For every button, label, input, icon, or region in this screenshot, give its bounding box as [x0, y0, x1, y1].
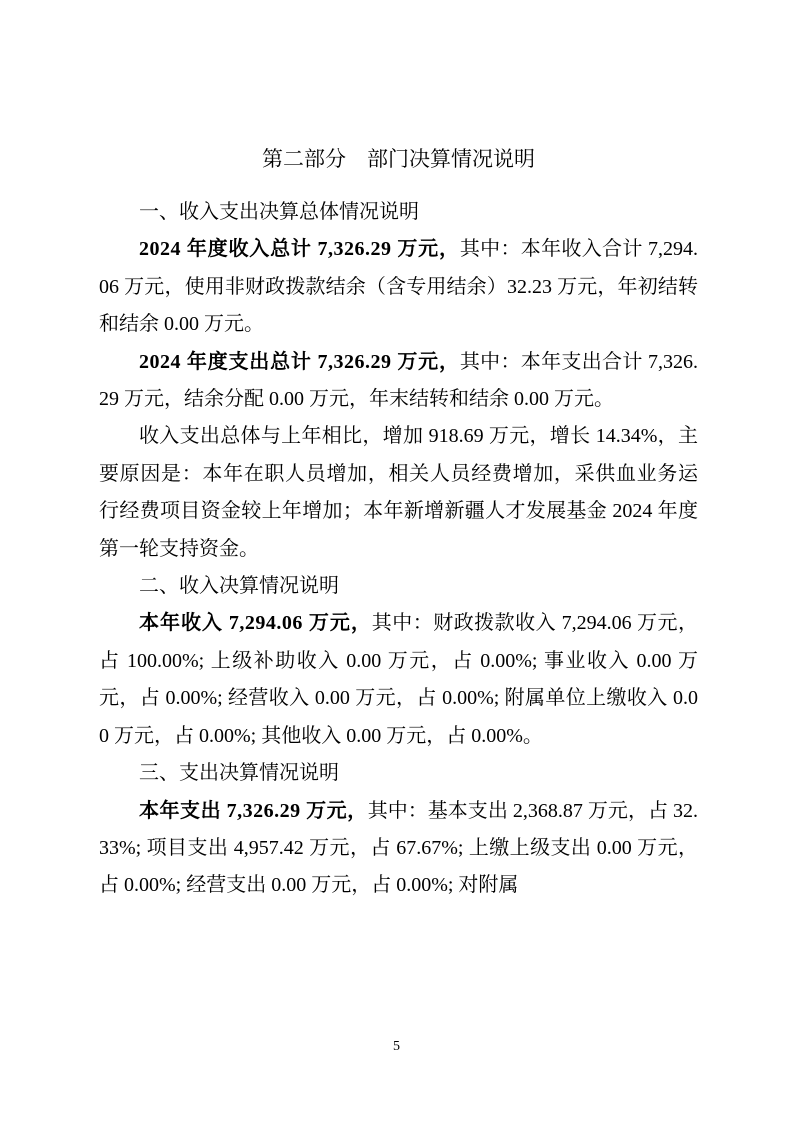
page-number: 5: [393, 1039, 400, 1054]
section-heading-1: 一、收入支出决算总体情况说明: [139, 201, 419, 223]
paragraph-income-total-rest: 其中：本年收入合计 7,294.06 万元，使用非财政拨款结余（含专用结余）32.23 万元，年初结转和结余 0.00 万元。: [99, 238, 699, 336]
document-content: [99, 141, 698, 905]
paragraph-yearly-comparison-text: 收入支出总体与上年相比，增加 918.69 万元，增长 14.34%，主要原因是：本年在职人员增加，相关人员经费增加，采供血业务运行经费项目资金较上年增加；本年新增新疆人才发展基金 2024 年度第一轮支持资金。: [99, 425, 698, 560]
paragraph-expenditure-detail-rest: 其中：基本支出 2,368.87 万元，占 32.33%; 项目支出 4,957.42 万元，占 67.67%; 上缴上级支出 0.00 万元，占 0.00%; 经营支出 0.00 万元，占 0.00%; 对附属: [99, 799, 699, 897]
paragraph-income-total-lead: 2024 年度收入总计 7,326.29 万元，: [139, 238, 460, 261]
paragraph-expenditure-total: [99, 344, 698, 419]
paragraph-expenditure-detail: [99, 793, 698, 905]
section-heading-2: 二、收入决算情况说明: [139, 575, 339, 598]
paragraph-income-total: [99, 231, 698, 343]
paragraph-income-detail-rest: 其中：财政拨款收入 7,294.06 万元，占 100.00%; 上级补助收入 0.00 万元，占 0.00%; 事业收入 0.00 万元，占 0.00%; 经营收入 0.00 万元，占 0.00%; 附属单位上缴收入 0.00 万元，占 0.00%; 其他收入 0.00 万元，占 0.00%。: [99, 612, 699, 747]
paragraph-expenditure-detail-lead: 本年支出 7,326.29 万元，: [139, 799, 368, 822]
document-title: 第二部分 部门决算情况说明: [262, 147, 535, 171]
paragraph-income-detail-lead: 本年收入 7,294.06 万元，: [139, 612, 372, 635]
section-heading-3: 三、支出决算情况说明: [139, 762, 339, 785]
paragraph-income-detail: [99, 605, 698, 755]
paragraph-expenditure-total-rest: 其中：本年支出合计 7,326.29 万元，结余分配 0.00 万元，年末结转和结余 0.00 万元。: [99, 350, 699, 411]
paragraph-yearly-comparison: [99, 418, 698, 568]
paragraph-expenditure-total-lead: 2024 年度支出总计 7,326.29 万元，: [139, 350, 460, 373]
